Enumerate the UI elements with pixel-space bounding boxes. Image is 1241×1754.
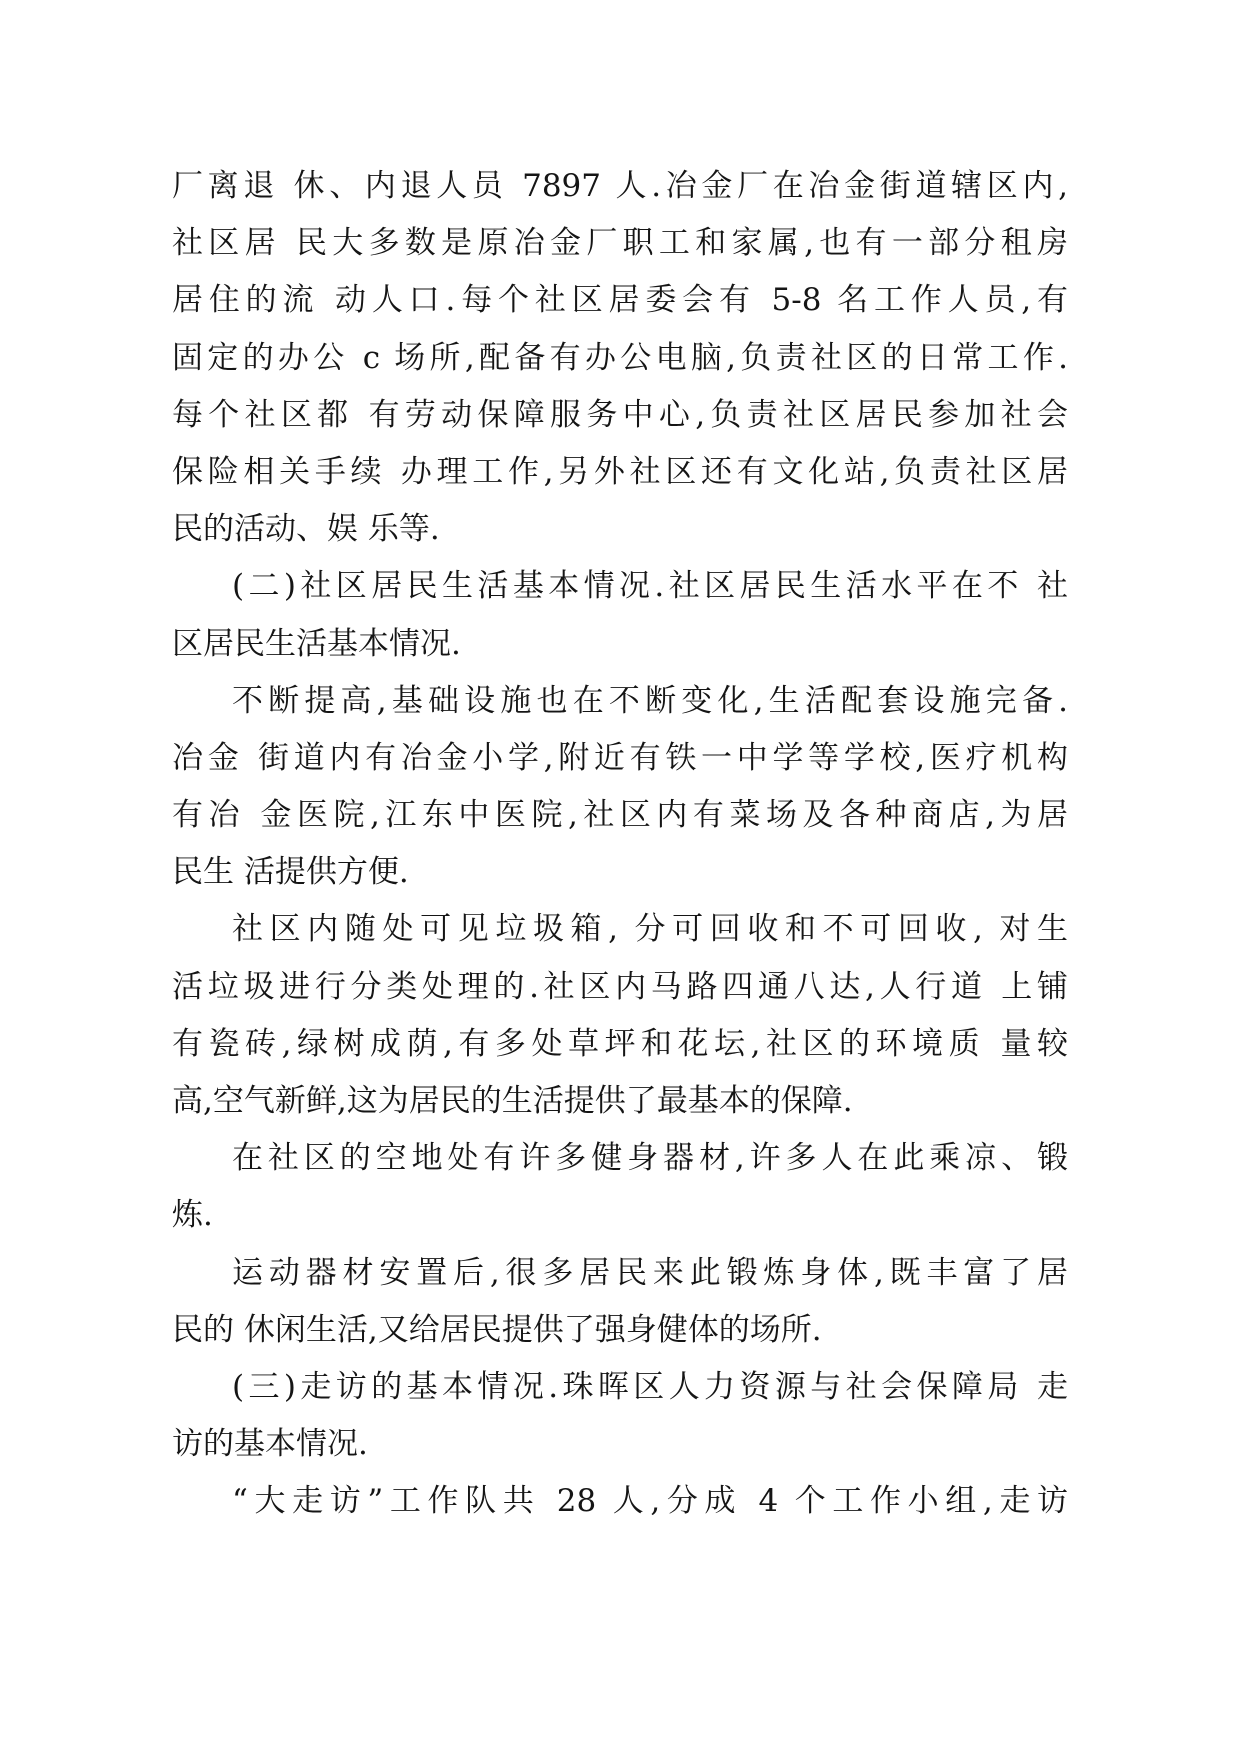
paragraph — [172, 558, 1068, 672]
paragraph — [172, 1473, 1068, 1530]
text-line: 访的基本情况. — [172, 1426, 368, 1463]
text-line: 不断提高,基础设施也在不断变化,生活配套设施完备. — [232, 682, 1068, 719]
text-line: 每个社区都 有劳动保障服务中心,负责社区居民参加社会 — [172, 396, 1068, 433]
paragraph — [172, 1245, 1068, 1359]
text-line: 有冶 金医院,江东中医院,社区内有菜场及各种商店,为居 — [172, 797, 1068, 834]
text-line: 民的活动、娱 乐等. — [172, 511, 440, 548]
text-line: 保险相关手续 办理工作,另外社区还有文化站,负责社区居 — [172, 453, 1068, 490]
section-heading-line: (三)走访的基本情况.珠晖区人力资源与社会保障局 走 — [232, 1368, 1068, 1405]
text-line: 居住的流 动人口.每个社区居委会有 5-8 名工作人员,有 — [172, 282, 1068, 319]
section-heading-line: (二)社区居民生活基本情况.社区居民生活水平在不 社 — [232, 568, 1068, 605]
text-line: 社区内随处可见垃圾箱, 分可回收和不可回收, 对生 — [232, 911, 1068, 948]
text-line: 炼. — [172, 1197, 213, 1234]
text-line: 运动器材安置后,很多居民来此锻炼身体,既丰富了居 — [232, 1254, 1068, 1291]
paragraph — [172, 1359, 1068, 1473]
text-line: 民的 休闲生活,又给居民提供了强身健体的场所. — [172, 1311, 822, 1348]
paragraph — [172, 901, 1068, 1130]
paragraph — [172, 673, 1068, 902]
paragraph — [172, 158, 1068, 558]
text-line: 活垃圾进行分类处理的.社区内马路四通八达,人行道 上铺 — [172, 968, 1068, 1005]
text-line: 高,空气新鲜,这为居民的生活提供了最基本的保障. — [172, 1083, 853, 1119]
body-text — [172, 158, 1068, 1531]
text-line: 厂离退 休、内退人员 7897 人.冶金厂在冶金街道辖区内, — [172, 168, 1068, 204]
text-line: 冶金 街道内有冶金小学,附近有铁一中学等学校,医疗机构 — [172, 739, 1068, 776]
paragraph — [172, 1130, 1068, 1244]
text-line: 区居民生活基本情况. — [172, 625, 461, 662]
text-line: 有瓷砖,绿树成荫,有多处草坪和花坛,社区的环境质 量较 — [172, 1025, 1068, 1062]
text-line: 民生 活提供方便. — [172, 854, 409, 891]
text-line: 在社区的空地处有许多健身器材,许多人在此乘凉、锻 — [232, 1140, 1068, 1177]
text-line: “大走访”工作队共 28 人,分成 4 个工作小组,走访 — [232, 1483, 1068, 1520]
text-line: 固定的办公 c 场所,配备有办公电脑,负责社区的日常工作. — [172, 339, 1068, 376]
text-line: 社区居 民大多数是原冶金厂职工和家属,也有一部分租房 — [172, 225, 1068, 262]
